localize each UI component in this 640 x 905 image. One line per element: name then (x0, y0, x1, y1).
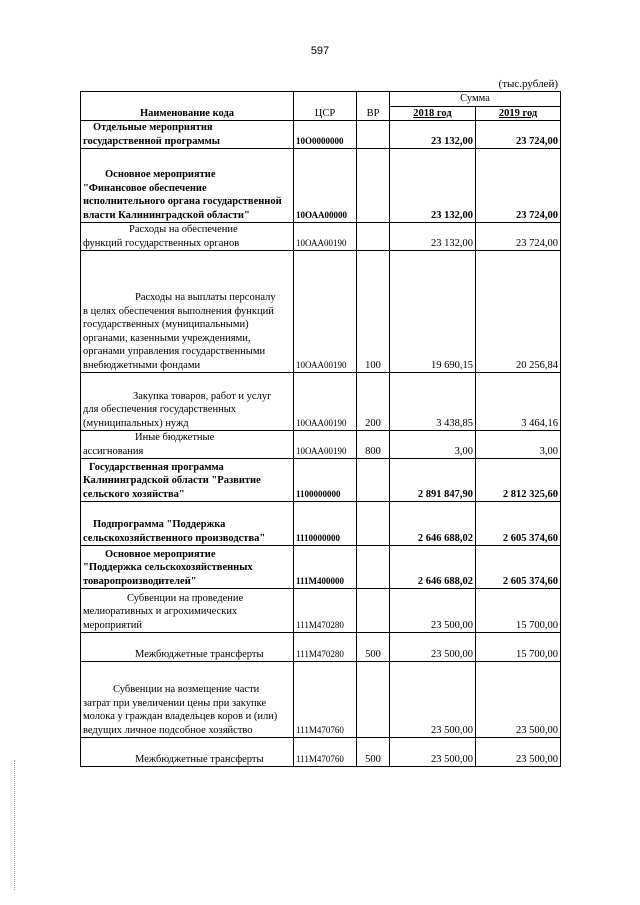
header-name: Наименование кода (81, 92, 294, 121)
row-name (81, 738, 294, 767)
row-name-lead: Основное мероприятие (105, 548, 216, 560)
row-name-rest: ассигнования (83, 445, 144, 457)
row-sum-2019: 2 605 374,60 (476, 546, 561, 589)
row-name-rest: в целях обеспечения выполнения функций государственных (муниципальными) органами, казенными учреждениями, органами управления государственными внебюджетными фондами (83, 305, 274, 371)
row-sum-2018: 23 500,00 (390, 738, 476, 767)
row-name-lead: Основное мероприятие (105, 169, 216, 180)
table-row (81, 662, 561, 738)
row-csr: 10ОАА00000 (294, 149, 357, 223)
row-vr (357, 589, 390, 633)
row-name (81, 373, 294, 431)
row-name-lead: Государственная программа (89, 461, 224, 473)
row-name-lead: Расходы на выплаты персоналу (135, 292, 276, 303)
binding-margin-mark (14, 760, 16, 890)
row-sum-2018: 23 132,00 (390, 149, 476, 223)
row-name (81, 149, 294, 223)
row-csr: 10ОАА00190 (294, 223, 357, 251)
row-vr (357, 223, 390, 251)
table-row (81, 223, 561, 251)
row-vr (357, 121, 390, 149)
row-name-rest: мелиоративных и агрохимических мероприятий (83, 606, 238, 631)
row-csr: 1100000000 (294, 459, 357, 502)
row-name (81, 546, 294, 589)
row-name-rest: затрат при увеличении цены при закупке молока у граждан владельцев коров и (или) ведущих личное подсобное хозяйство (83, 697, 278, 736)
row-name (81, 459, 294, 502)
row-name-lead: Закупка товаров, работ и услуг (133, 390, 272, 402)
table-row (81, 373, 561, 431)
row-vr (357, 502, 390, 546)
budget-table (80, 91, 561, 767)
row-name-rest: Калининградской области "Развитие сельского хозяйства" (83, 475, 261, 500)
row-sum-2019: 3 464,16 (476, 373, 561, 431)
header-csr: ЦСР (294, 92, 357, 121)
row-name-lead: Расходы на обеспечение (129, 224, 238, 235)
row-csr: 1110000000 (294, 502, 357, 546)
row-name-rest: государственной программы (83, 135, 220, 147)
row-csr: 111М470760 (294, 662, 357, 738)
table-row (81, 589, 561, 633)
row-vr (357, 662, 390, 738)
row-name-lead: Межбюджетные трансферты (135, 648, 264, 660)
row-sum-2018: 23 500,00 (390, 589, 476, 633)
table-row (81, 502, 561, 546)
row-csr: 10О0000000 (294, 121, 357, 149)
header-year-2019: 2019 год (476, 106, 561, 121)
row-vr: 500 (357, 738, 390, 767)
row-name (81, 223, 294, 251)
table-row (81, 546, 561, 589)
row-vr: 100 (357, 251, 390, 373)
row-csr: 10ОАА00190 (294, 373, 357, 431)
table-row (81, 149, 561, 223)
header-sum: Сумма (390, 92, 561, 107)
row-sum-2019: 23 724,00 (476, 121, 561, 149)
row-name-lead: Отдельные мероприятия (93, 122, 213, 133)
row-name-rest: для обеспечения государственных (муниципальных) нужд (83, 404, 236, 429)
row-sum-2018: 2 891 847,90 (390, 459, 476, 502)
row-sum-2019: 23 724,00 (476, 149, 561, 223)
table-row (81, 121, 561, 149)
row-name-lead: Подпрограмма "Поддержка (93, 519, 226, 530)
table-row (81, 431, 561, 459)
row-vr: 800 (357, 431, 390, 459)
row-sum-2018: 2 646 688,02 (390, 546, 476, 589)
row-csr: 10ОАА00190 (294, 431, 357, 459)
row-name-lead: Субвенции на возмещение части (113, 684, 260, 695)
row-name (81, 662, 294, 738)
row-name (81, 633, 294, 662)
row-sum-2018: 23 132,00 (390, 121, 476, 149)
row-name-rest: "Поддержка сельскохозяйственных товаропроизводителей" (83, 562, 253, 587)
row-sum-2018: 23 500,00 (390, 662, 476, 738)
row-sum-2019: 3,00 (476, 431, 561, 459)
row-name (81, 121, 294, 149)
row-sum-2019: 15 700,00 (476, 589, 561, 633)
row-vr (357, 546, 390, 589)
row-sum-2019: 23 500,00 (476, 738, 561, 767)
row-name (81, 589, 294, 633)
units-label: (тыс.рублей) (498, 78, 558, 90)
row-sum-2019: 23 500,00 (476, 662, 561, 738)
row-sum-2018: 3,00 (390, 431, 476, 459)
row-vr: 200 (357, 373, 390, 431)
row-name-lead: Иные бюджетные (135, 432, 215, 443)
header-year-2018: 2018 год (390, 106, 476, 121)
table-row (81, 251, 561, 373)
row-name (81, 431, 294, 459)
row-sum-2019: 20 256,84 (476, 251, 561, 373)
row-sum-2019: 23 724,00 (476, 223, 561, 251)
row-sum-2018: 3 438,85 (390, 373, 476, 431)
row-csr: 111М470280 (294, 633, 357, 662)
page-number: 597 (310, 45, 330, 57)
row-csr: 111М470280 (294, 589, 357, 633)
table-body (81, 121, 561, 767)
row-name-rest: сельскохозяйственного производства" (83, 532, 266, 544)
table-row (81, 738, 561, 767)
row-vr (357, 149, 390, 223)
row-sum-2019: 2 605 374,60 (476, 502, 561, 546)
table-row (81, 459, 561, 502)
row-sum-2019: 2 812 325,60 (476, 459, 561, 502)
table-row (81, 633, 561, 662)
row-vr: 500 (357, 633, 390, 662)
row-name-rest: функций государственных органов (83, 237, 240, 249)
row-name-lead: Субвенции на проведение (127, 592, 244, 604)
row-csr: 111М400000 (294, 546, 357, 589)
row-sum-2019: 15 700,00 (476, 633, 561, 662)
row-sum-2018: 23 132,00 (390, 223, 476, 251)
row-name-rest: "Финансовое обеспечение исполнительного органа государственной власти Калининградской области" (83, 182, 282, 221)
row-name-lead: Межбюджетные трансферты (135, 753, 264, 765)
row-sum-2018: 23 500,00 (390, 633, 476, 662)
row-name (81, 251, 294, 373)
row-vr (357, 459, 390, 502)
row-name (81, 502, 294, 546)
row-sum-2018: 19 690,15 (390, 251, 476, 373)
row-csr: 111М470760 (294, 738, 357, 767)
row-sum-2018: 2 646 688,02 (390, 502, 476, 546)
header-vr: ВР (357, 92, 390, 121)
row-csr: 10ОАА00190 (294, 251, 357, 373)
